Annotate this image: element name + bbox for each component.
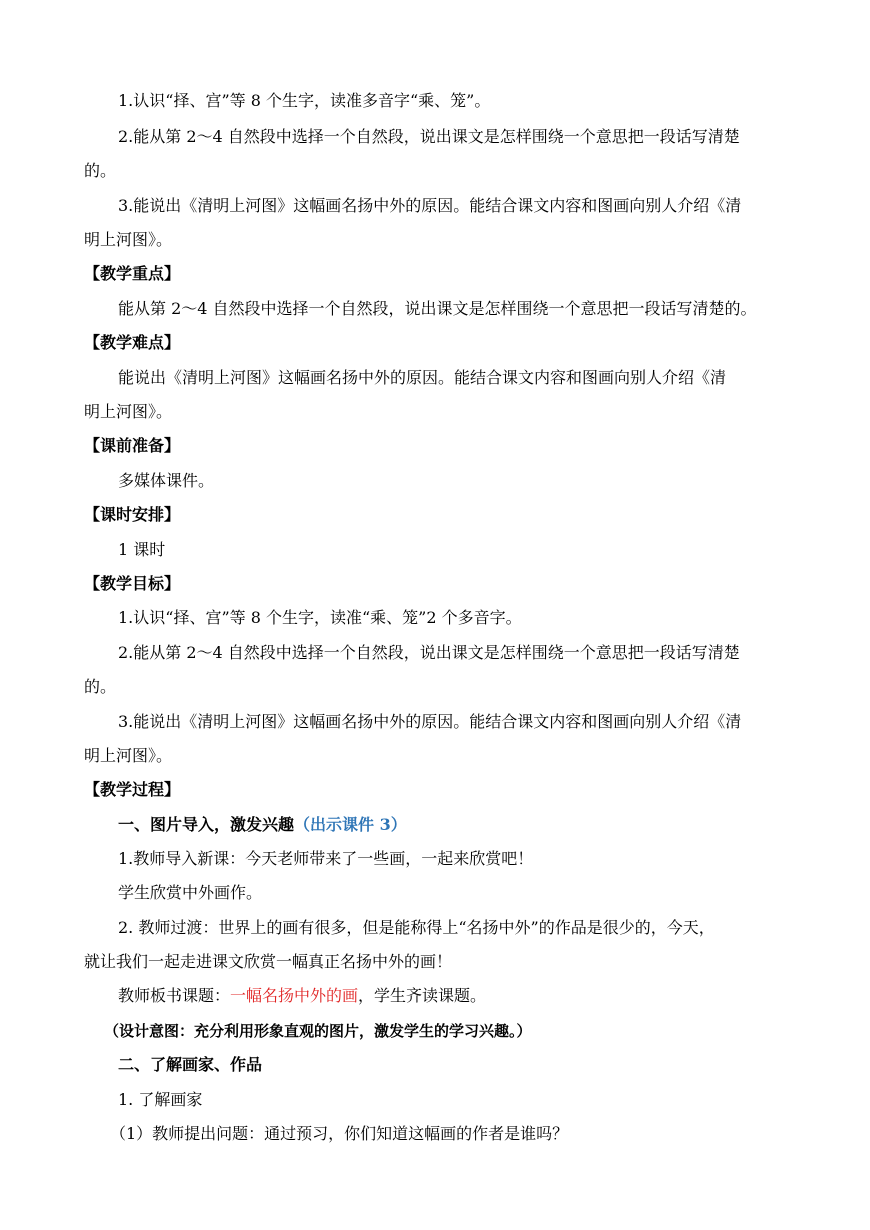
process-para-3b: 就让我们一起走进课文欣赏一幅真正名扬中外的画！ <box>84 952 453 971</box>
process-para-5: 1. 了解画家 <box>118 1090 203 1109</box>
process-para-6: （1）教师提出问题：通过预习，你们知道这幅画的作者是谁吗？ <box>110 1124 569 1143</box>
goal-line-2-cont: 的。 <box>84 677 117 696</box>
difficulty-heading: 【教学难点】 <box>84 333 181 352</box>
key-point-text: 能从第 2～4 自然段中选择一个自然段，说出课文是怎样围绕一个意思把一段话写清楚的。 <box>118 299 757 318</box>
process-para-2: 学生欣赏中外画作。 <box>118 883 263 902</box>
design-note: （设计意图：充分利用形象直观的图片，激发学生的学习兴趣。） <box>104 1022 532 1040</box>
preparation-heading: 【课前准备】 <box>84 436 181 455</box>
process-heading: 【教学过程】 <box>84 780 181 799</box>
process-para-1: 1.教师导入新课：今天老师带来了一些画，一起来欣赏吧！ <box>118 849 534 868</box>
schedule-text: 1 课时 <box>118 540 166 559</box>
part2-title: 二、了解画家、作品 <box>118 1055 263 1074</box>
difficulty-text-1: 能说出《清明上河图》这幅画名扬中外的原因。能结合课文内容和图画向别人介绍《清 <box>118 368 727 387</box>
schedule-heading: 【课时安排】 <box>84 505 181 524</box>
goal-line-1: 1.认识“择、宫”等 8 个生字，读准“乘、笼”2 个多音字。 <box>118 608 522 627</box>
board-title-suffix: ，学生齐读课题。 <box>358 986 487 1005</box>
objective-line-3: 3.能说出《清明上河图》这幅画名扬中外的原因。能结合课文内容和图画向别人介绍《清 <box>118 196 742 215</box>
objective-line-3-cont: 明上河图》。 <box>84 230 173 249</box>
key-point-heading: 【教学重点】 <box>84 264 181 283</box>
objective-line-1: 1.认识“择、宫”等 8 个生字，读准多音字“乘、笼”。 <box>118 91 491 110</box>
goal-line-3: 3.能说出《清明上河图》这幅画名扬中外的原因。能结合课文内容和图画向别人介绍《清 <box>118 712 742 731</box>
difficulty-text-2: 明上河图》。 <box>84 402 173 421</box>
goals-heading: 【教学目标】 <box>84 574 181 593</box>
board-title-text: 一幅名扬中外的画 <box>230 986 359 1005</box>
preparation-text: 多媒体课件。 <box>118 471 215 490</box>
board-title-prefix: 教师板书课题： <box>118 986 231 1005</box>
part1-courseware-tag: （出示课件 3） <box>294 815 407 834</box>
process-para-4 <box>118 986 486 1006</box>
goal-line-3-cont: 明上河图》。 <box>84 746 173 765</box>
objective-line-2-cont: 的。 <box>84 161 117 180</box>
objective-line-2: 2.能从第 2～4 自然段中选择一个自然段，说出课文是怎样围绕一个意思把一段话写清楚 <box>118 127 740 146</box>
goal-line-2: 2.能从第 2～4 自然段中选择一个自然段，说出课文是怎样围绕一个意思把一段话写清楚 <box>118 643 740 662</box>
part1-title: 一、图片导入，激发兴趣 <box>118 815 295 834</box>
part1-line <box>118 815 407 835</box>
process-para-3a: 2. 教师过渡：世界上的画有很多，但是能称得上“名扬中外”的作品是很少的，今天， <box>118 918 715 937</box>
